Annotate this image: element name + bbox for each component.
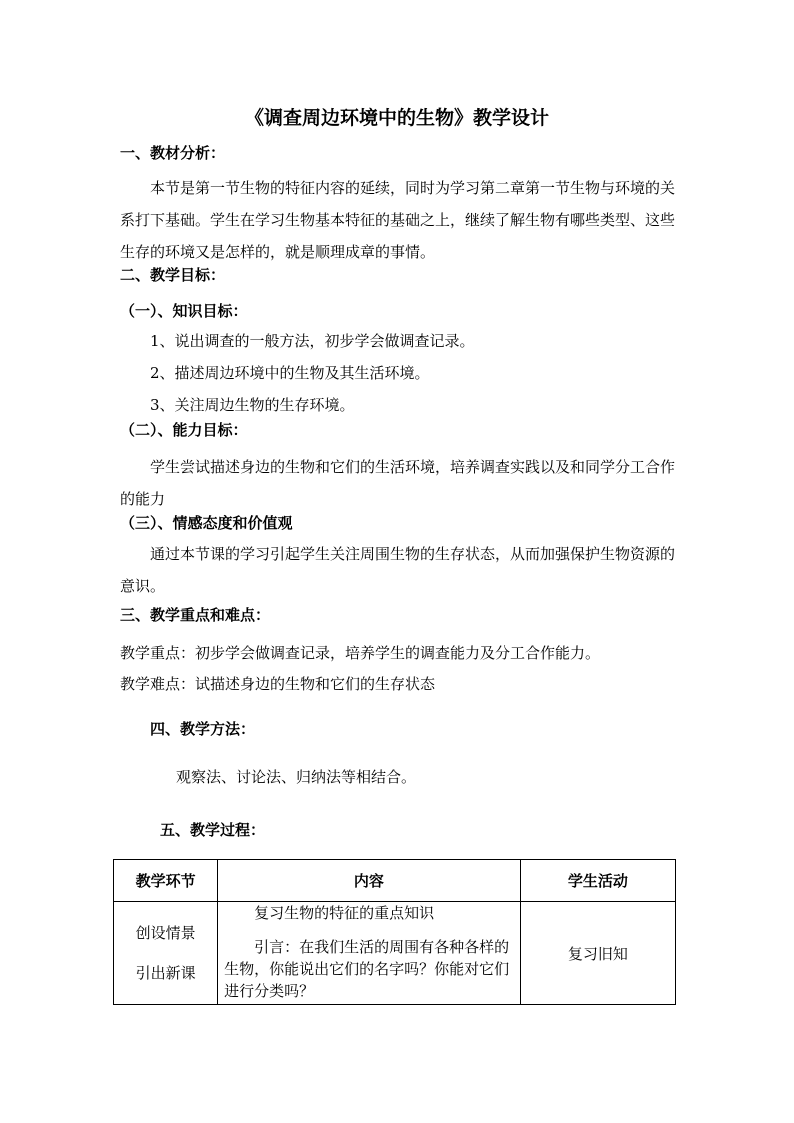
header-content: 内容 [218,860,521,902]
document-title: 《调查周边环境中的生物》教学设计 [244,107,549,129]
stage-line: 引出新课 [135,964,196,982]
knowledge-goals-heading: （一）、知识目标： [120,302,248,320]
content-paragraph: 引言：在我们生活的周围有各种各样的生物，你能说出它们的名字吗？你能对它们进行分类吗？ [224,938,510,1000]
header-activity: 学生活动 [520,860,675,902]
content-cell [218,902,521,1005]
content-paragraph: 复习生物的特征的重点知识 [254,904,435,922]
content-spacer [224,924,514,936]
header-stage: 教学环节 [114,860,218,902]
activity-cell: 复习旧知 [520,902,675,1005]
section-4-heading: 四、教学方法： [150,720,256,738]
table-row [114,902,676,1005]
section-5-heading: 五、教学过程： [160,821,266,839]
section-1-paragraph: 本节是第一节生物的特征内容的延续，同时为学习第二章第一节生物与环境的关系打下基础。学生在学习生物基本特征的基础之上，继续了解生物有哪些类型、这些生存的环境又是怎样的，就是顺理成章的事情。 [120,179,676,261]
ability-goals-heading: （二）、能力目标： [120,421,248,439]
table-header-row [114,860,676,902]
stage-cell [114,902,218,1005]
attitude-goals-heading: （三）、情感态度和价值观 [120,514,293,532]
knowledge-goal-item: 1、说出调查的一般方法，初步学会做调查记录。 [150,332,475,350]
teaching-key-point: 教学重点：初步学会做调查记录，培养学生的调查能力及分工合作能力。 [120,644,601,662]
teaching-difficult-point: 教学难点：试描述身边的生物和它们的生存状态 [120,675,436,693]
knowledge-goal-item: 2、描述周边环境中的生物及其生活环境。 [150,364,430,382]
attitude-goals-paragraph: 通过本节课的学习引起学生关注周围生物的生存状态，从而加强保护生物资源的意识。 [120,545,676,595]
section-3-heading: 三、教学重点和难点： [120,606,271,624]
section-2-heading: 二、教学目标： [120,266,226,284]
knowledge-goal-item: 3、关注周边生物的生存环境。 [150,396,355,414]
stage-line: 创设情景 [135,924,196,942]
section-1-heading: 一、教材分析： [120,144,226,162]
teaching-process-table [113,859,676,1005]
ability-goals-paragraph: 学生尝试描述身边的生物和它们的生活环境，培养调查实践以及和同学分工合作的能力 [120,458,676,508]
teaching-methods-text: 观察法、讨论法、归纳法等相结合。 [176,768,417,786]
